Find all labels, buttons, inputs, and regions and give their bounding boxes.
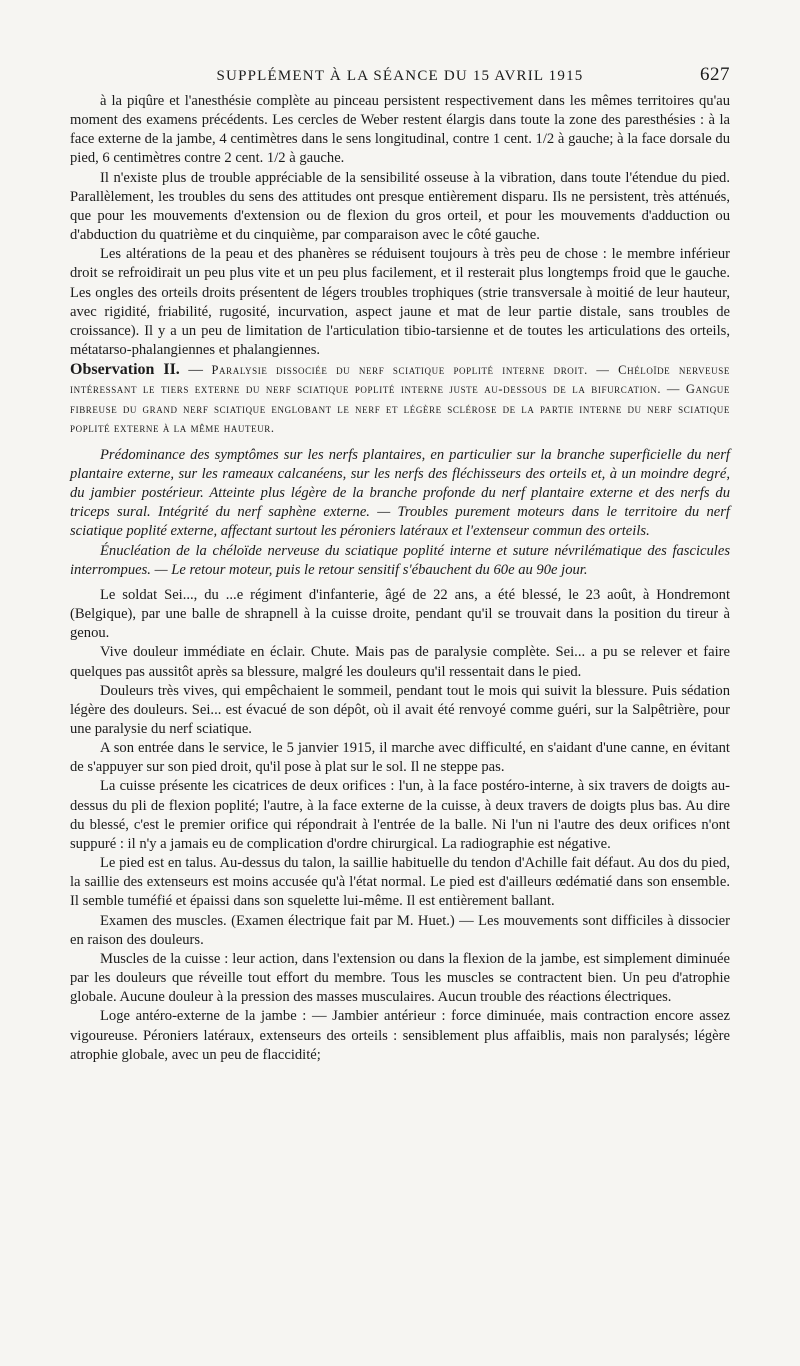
observation-heading-text: Paralysie dissociée du nerf sciatique poplité interne droit. — Chéloïde nerveuse intéressant le tiers externe du nerf sciatique poplité interne juste au-dessous de la bifurcation. — Gangue fibreuse du grand nerf sciatique englobant le nerf et légère sclérose de la partie interne du nerf sciatique poplité externe à la même hauteur.	[70, 363, 730, 435]
running-header	[70, 58, 730, 92]
paragraph: Vive douleur immédiate en éclair. Chute. Mais pas de paralysie complète. Sei... a pu se relever et faire quelques pas aussitôt après sa blessure, malgré les douleurs qu'il ressentait dans le pied.	[70, 644, 730, 680]
running-title: SUPPLÉMENT À LA SÉANCE DU 15 AVRIL 1915	[216, 68, 584, 84]
observation-summary	[70, 446, 730, 580]
paragraph: Les altérations de la peau et des phanères se réduisent toujours à très peu de chose : le membre inférieur droit se refroidirait un peu plus vite et un peu plus facilement, et il resterait plus longtemps froid que le gauche. Les ongles des orteils droits présentent de légers troubles trophiques (strie transversale à moitié de leur hauteur, avec rigidité, friabilité, rugosité, incurvation, aspect jaune et mat de leur partie distale, sans troubles de croissance). Il y a un peu de limitation de l'articulation tibio-tarsienne et de toutes les articulations des orteils, métatarso-phalangiennes et phalangiennes.	[70, 246, 730, 359]
paragraph: Loge antéro-externe de la jambe : — Jambier antérieur : force diminuée, mais contraction encore assez vigoureuse. Péroniers latéraux, extenseurs des orteils : sensiblement plus affaiblis, mais non paralysés; légère atrophie globale, avec un peu de flaccidité;	[70, 1008, 730, 1063]
summary-paragraph: Énucléation de la chéloïde nerveuse du sciatique poplité interne et suture névrilématique des fascicules interrompues. — Le retour moteur, puis le retour sensitif s'ébauchent du 60e au 90e jour.	[70, 542, 730, 578]
paragraph: Muscles de la cuisse : leur action, dans l'extension ou dans la flexion de la jambe, est simplement diminuée par les douleurs que réveille tout effort du membre. Tous les muscles se contractent bien. Un peu d'atrophie globale. Aucune douleur à la pression des masses musculaires. Aucun trouble des réactions électriques.	[70, 950, 730, 1006]
paragraph: à la piqûre et l'anesthésie complète au pinceau persistent respectivement dans les mêmes territoires qu'au moment des examens précédents. Les cercles de Weber restent élargis dans toute la zone des paresthésies : à la face externe de la jambe, 4 centimètres dans le sens longitudinal, contre 1 cent. 1/2 à gauche; à la face dorsale du pied, 6 centimètres contre 2 cent. 1/2 à gauche.	[70, 93, 730, 167]
page-number: 627	[700, 64, 730, 85]
paragraph: Examen des muscles. (Examen électrique fait par M. Huet.) — Les mouvements sont difficiles à dissocier en raison des douleurs.	[70, 912, 730, 948]
document-body	[70, 92, 730, 1065]
paragraph: A son entrée dans le service, le 5 janvier 1915, il marche avec difficulté, en s'aidant d'une canne, en évitant de s'appuyer sur son pied droit, qu'il pose à plat sur le sol. Il ne steppe pas.	[70, 740, 730, 776]
paragraph: La cuisse présente les cicatrices de deux orifices : l'un, à la face postéro-interne, à six travers de doigts au-dessus du pli de flexion poplité; l'autre, à la face externe de la cuisse, à deux travers de doigts plus bas. Au dire du blessé, c'est le premier orifice qui répondrait à l'entrée de la balle. Ni l'un ni l'autre des deux orifices n'ont suppuré : il n'y a jamais eu de complication d'ordre chirurgical. La radiographie est négative.	[70, 778, 730, 852]
paragraph: Le pied est en talus. Au-dessus du talon, la saillie habituelle du tendon d'Achille fait défaut. Au dos du pied, la saillie des extenseurs est moins accusée qu'à l'état normal. Le pied est d'ailleurs œdématié dans son ensemble. Il semble tuméfié et épaissi dans son squelette lui-même. Il est entièrement ballant.	[70, 855, 730, 910]
paragraph: Il n'existe plus de trouble appréciable de la sensibilité osseuse à la vibration, dans toute l'étendue du pied. Parallèlement, les troubles du sens des attitudes ont presque entièrement disparu. Ils ne persistent, très atténués, que pour les mouvements d'extension ou de flexion du gros orteil, et pour les mouvements d'adduction ou d'abduction du quatrième et du cinquième, par comparaison avec le côté gauche.	[70, 169, 730, 244]
summary-paragraph: Prédominance des symptômes sur les nerfs plantaires, en particulier sur la branche superficielle du nerf plantaire externe, sur les rameaux calcanéens, sur les nerfs des fléchisseurs des orteils et, à un moindre degré, du jambier postérieur. Atteinte plus légère de la branche profonde du nerf plantaire externe et des nerfs du triceps sural. Intégrité du nerf saphène externe. — Troubles purement moteurs dans le territoire du nerf sciatique poplité externe, affectant surtout les péroniers latéraux et l'extenseur commun des orteils.	[70, 446, 730, 540]
paragraph: Le soldat Sei..., du ...e régiment d'infanterie, âgé de 22 ans, a été blessé, le 23 août, à Hondremont (Belgique), par une balle de shrapnell à la cuisse droite, pendant qu'il se trouvait dans la position du tireur à genou.	[70, 586, 730, 642]
observation-label: Observation II.	[70, 361, 180, 379]
paragraph: Douleurs très vives, qui empêchaient le sommeil, pendant tout le mois qui suivit la blessure. Puis sédation légère des douleurs. Sei... est évacué de son dépôt, où il avait été renvoyé comme guéri, sur la Salpêtrière, pour une paralysie du nerf sciatique.	[70, 682, 730, 737]
heading-dash: —	[179, 362, 212, 379]
observation-heading	[70, 360, 730, 438]
